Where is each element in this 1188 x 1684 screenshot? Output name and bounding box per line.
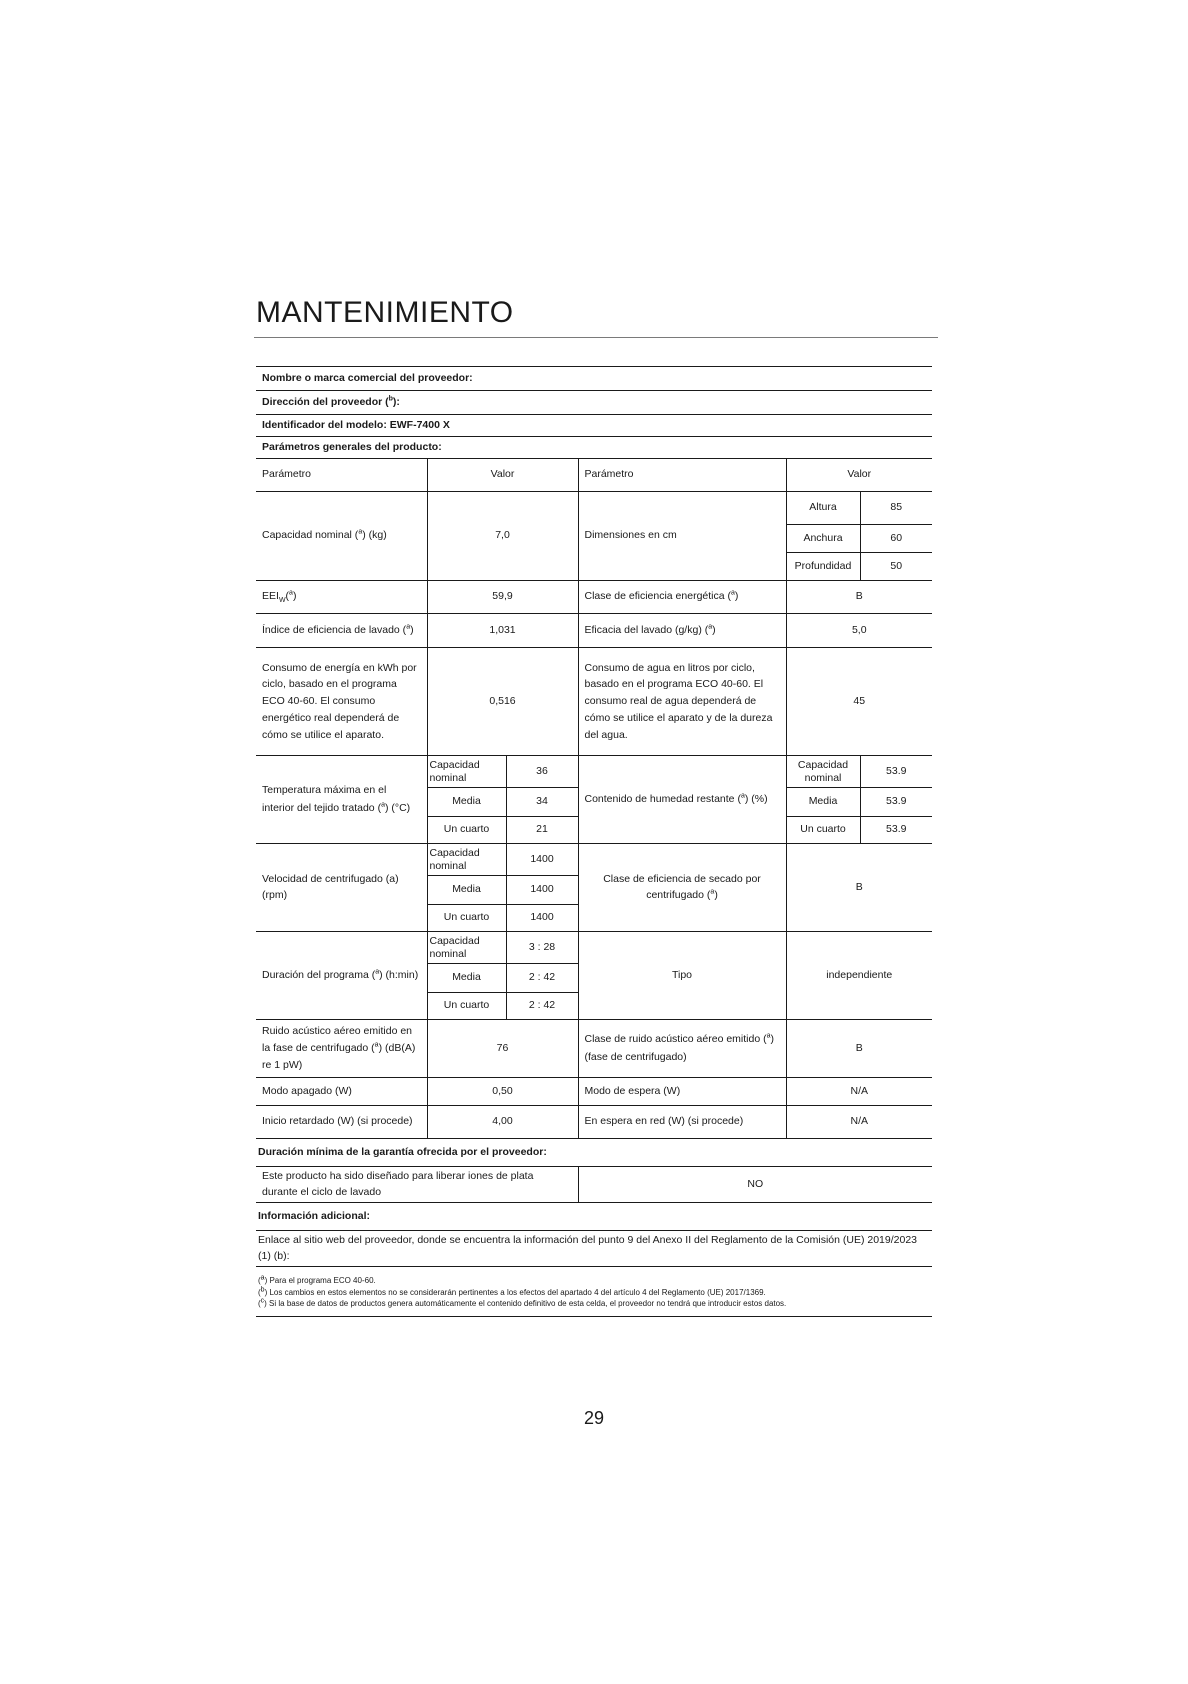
capacity-value: 7,0 <box>427 492 578 581</box>
table-row <box>256 756 932 788</box>
supplier-website-row: Enlace al sitio web del proveedor, donde se encuentra la información del punto 9 del Anexo II del Reglamento de la Comisión (UE) 2019/2023 (1) (b): <box>256 1231 932 1267</box>
duration-label: Duración del programa ($^a$) (h:min) <box>256 932 427 1020</box>
energy-class-label: Clase de eficiencia energética ($^a$) <box>578 581 786 614</box>
type-label: Tipo <box>578 932 786 1020</box>
load-name: Capacidad nominal <box>427 932 506 964</box>
table-row <box>256 492 932 525</box>
spin-speed-value: 1400 <box>506 844 578 876</box>
noise-label: Ruido acústico aéreo emitido en la fase de centrifugado ($^a$) (dB(A) re 1 pW) <box>256 1020 427 1078</box>
eeiw-label: $EEI_W(^a)$ <box>256 581 427 614</box>
table-row <box>256 391 932 415</box>
dimension-name: Profundidad <box>786 553 860 581</box>
model-identifier-row: Identificador del modelo: EWF-7400 X <box>256 415 932 437</box>
table-row <box>256 1167 932 1203</box>
silver-ions-label: Este producto ha sido diseñado para liberar iones de plata durante el ciclo de lavado <box>256 1167 578 1203</box>
table-row <box>256 1020 932 1078</box>
dimension-name: Anchura <box>786 525 860 553</box>
load-name: Un cuarto <box>427 817 506 844</box>
column-header-value: Valor <box>427 459 578 492</box>
title-divider <box>254 337 938 338</box>
networked-standby-value: N/A <box>786 1106 932 1139</box>
table-row <box>256 932 932 964</box>
eeiw-value: 59,9 <box>427 581 578 614</box>
table-row <box>256 415 932 437</box>
table-row <box>256 367 932 391</box>
spin-speed-value: 1400 <box>506 876 578 905</box>
warranty-row: Duración mínima de la garantía ofrecida por el proveedor: <box>256 1139 932 1167</box>
load-name: Un cuarto <box>786 817 860 844</box>
rinse-label: Eficacia del lavado (g/kg) ($^a$) <box>578 614 786 648</box>
load-name: Un cuarto <box>427 905 506 932</box>
load-name: Media <box>427 876 506 905</box>
table-row <box>256 437 932 459</box>
standby-label: Modo de espera (W) <box>578 1078 786 1106</box>
moisture-value: 53.9 <box>860 817 932 844</box>
dimension-value: 85 <box>860 492 932 525</box>
table-row <box>256 844 932 876</box>
table-row <box>256 1139 932 1167</box>
page-number: 29 <box>583 1408 605 1428</box>
energy-consumption-value: 0,516 <box>427 648 578 756</box>
silver-ions-value: NO <box>578 1167 932 1203</box>
table-header-row <box>256 459 932 492</box>
spin-class-label: Clase de eficiencia de secado por centrifugado ($^a$) <box>578 844 786 932</box>
table-row <box>256 614 932 648</box>
off-mode-value: 0,50 <box>427 1078 578 1106</box>
spin-class-value: B <box>786 844 932 932</box>
dimension-value: 50 <box>860 553 932 581</box>
max-temp-value: 34 <box>506 788 578 817</box>
moisture-label: Contenido de humedad restante ($^a$) (%) <box>578 756 786 844</box>
dimension-value: 60 <box>860 525 932 553</box>
footnote: ($^c$) Si la base de datos de productos genera automáticamente el contenido definitivo de esta celda, el proveedor no tendrá que introducir estos datos. <box>258 1297 787 1309</box>
additional-info-row: Información adicional: <box>256 1203 932 1231</box>
load-name: Media <box>427 788 506 817</box>
general-params-row: Parámetros generales del producto: <box>256 437 932 459</box>
table-row <box>256 1267 932 1317</box>
page-title: MANTENIMIENTO <box>256 296 514 329</box>
rinse-value: 5,0 <box>786 614 932 648</box>
noise-value: 76 <box>427 1020 578 1078</box>
load-name: Un cuarto <box>427 993 506 1020</box>
wash-index-label: Índice de eficiencia de lavado ($^a$) <box>256 614 427 648</box>
load-name: Media <box>427 964 506 993</box>
water-consumption-value: 45 <box>786 648 932 756</box>
product-information-sheet <box>256 366 932 1317</box>
noise-class-value: B <box>786 1020 932 1078</box>
standby-value: N/A <box>786 1078 932 1106</box>
moisture-value: 53.9 <box>860 756 932 788</box>
duration-value: 2 : 42 <box>506 964 578 993</box>
wash-index-value: 1,031 <box>427 614 578 648</box>
duration-value: 2 : 42 <box>506 993 578 1020</box>
table-row <box>256 1203 932 1231</box>
spin-speed-label: Velocidad de centrifugado (a) (rpm) <box>256 844 427 932</box>
dimensions-label: Dimensiones en cm <box>578 492 786 581</box>
load-name: Capacidad nominal <box>427 756 506 788</box>
load-name: Capacidad nominal <box>786 756 860 788</box>
off-mode-label: Modo apagado (W) <box>256 1078 427 1106</box>
energy-consumption-label: Consumo de energía en kWh por ciclo, basado en el programa ECO 40-60. El consumo energético real dependerá de cómo se utilice el aparato. <box>256 648 427 756</box>
duration-value: 3 : 28 <box>506 932 578 964</box>
table-row <box>256 1078 932 1106</box>
water-consumption-label: Consumo de agua en litros por ciclo, basado en el programa ECO 40-60. El consumo real de agua dependerá de cómo se utilice el aparato y de la dureza del agua. <box>578 648 786 756</box>
capacity-label: Capacidad nominal ($^a$) (kg) <box>256 492 427 581</box>
column-header-param: Parámetro <box>256 459 427 492</box>
column-header-param: Parámetro <box>578 459 786 492</box>
networked-standby-label: En espera en red (W) (si procede) <box>578 1106 786 1139</box>
max-temp-value: 21 <box>506 817 578 844</box>
max-temp-label: Temperatura máxima en el interior del tejido tratado ($^a$) (°C) <box>256 756 427 844</box>
delay-start-label: Inicio retardado (W) (si procede) <box>256 1106 427 1139</box>
spin-speed-value: 1400 <box>506 905 578 932</box>
footnotes <box>256 1267 932 1317</box>
energy-class-value: B <box>786 581 932 614</box>
delay-start-value: 4,00 <box>427 1106 578 1139</box>
table-row <box>256 581 932 614</box>
supplier-name-row: Nombre o marca comercial del proveedor: <box>256 367 932 391</box>
footnote: ($^b$) Los cambios en estos elementos no se considerarán pertinentes a los efectos del apartado 4 del artículo 4 del Reglamento (UE) 2017/1369. <box>258 1285 766 1297</box>
max-temp-value: 36 <box>506 756 578 788</box>
table-row <box>256 1106 932 1139</box>
table-row <box>256 648 932 756</box>
footnote: ($^a$) Para el programa ECO 40-60. <box>258 1274 376 1285</box>
load-name: Media <box>786 788 860 817</box>
type-value: independiente <box>786 932 932 1020</box>
supplier-address-row: Dirección del proveedor ($^b$): <box>256 391 932 415</box>
moisture-value: 53.9 <box>860 788 932 817</box>
column-header-value: Valor <box>786 459 932 492</box>
table-row <box>256 1231 932 1267</box>
load-name: Capacidad nominal <box>427 844 506 876</box>
noise-class-label: Clase de ruido acústico aéreo emitido ($^a$) (fase de centrifugado) <box>578 1020 786 1078</box>
dimension-name: Altura <box>786 492 860 525</box>
